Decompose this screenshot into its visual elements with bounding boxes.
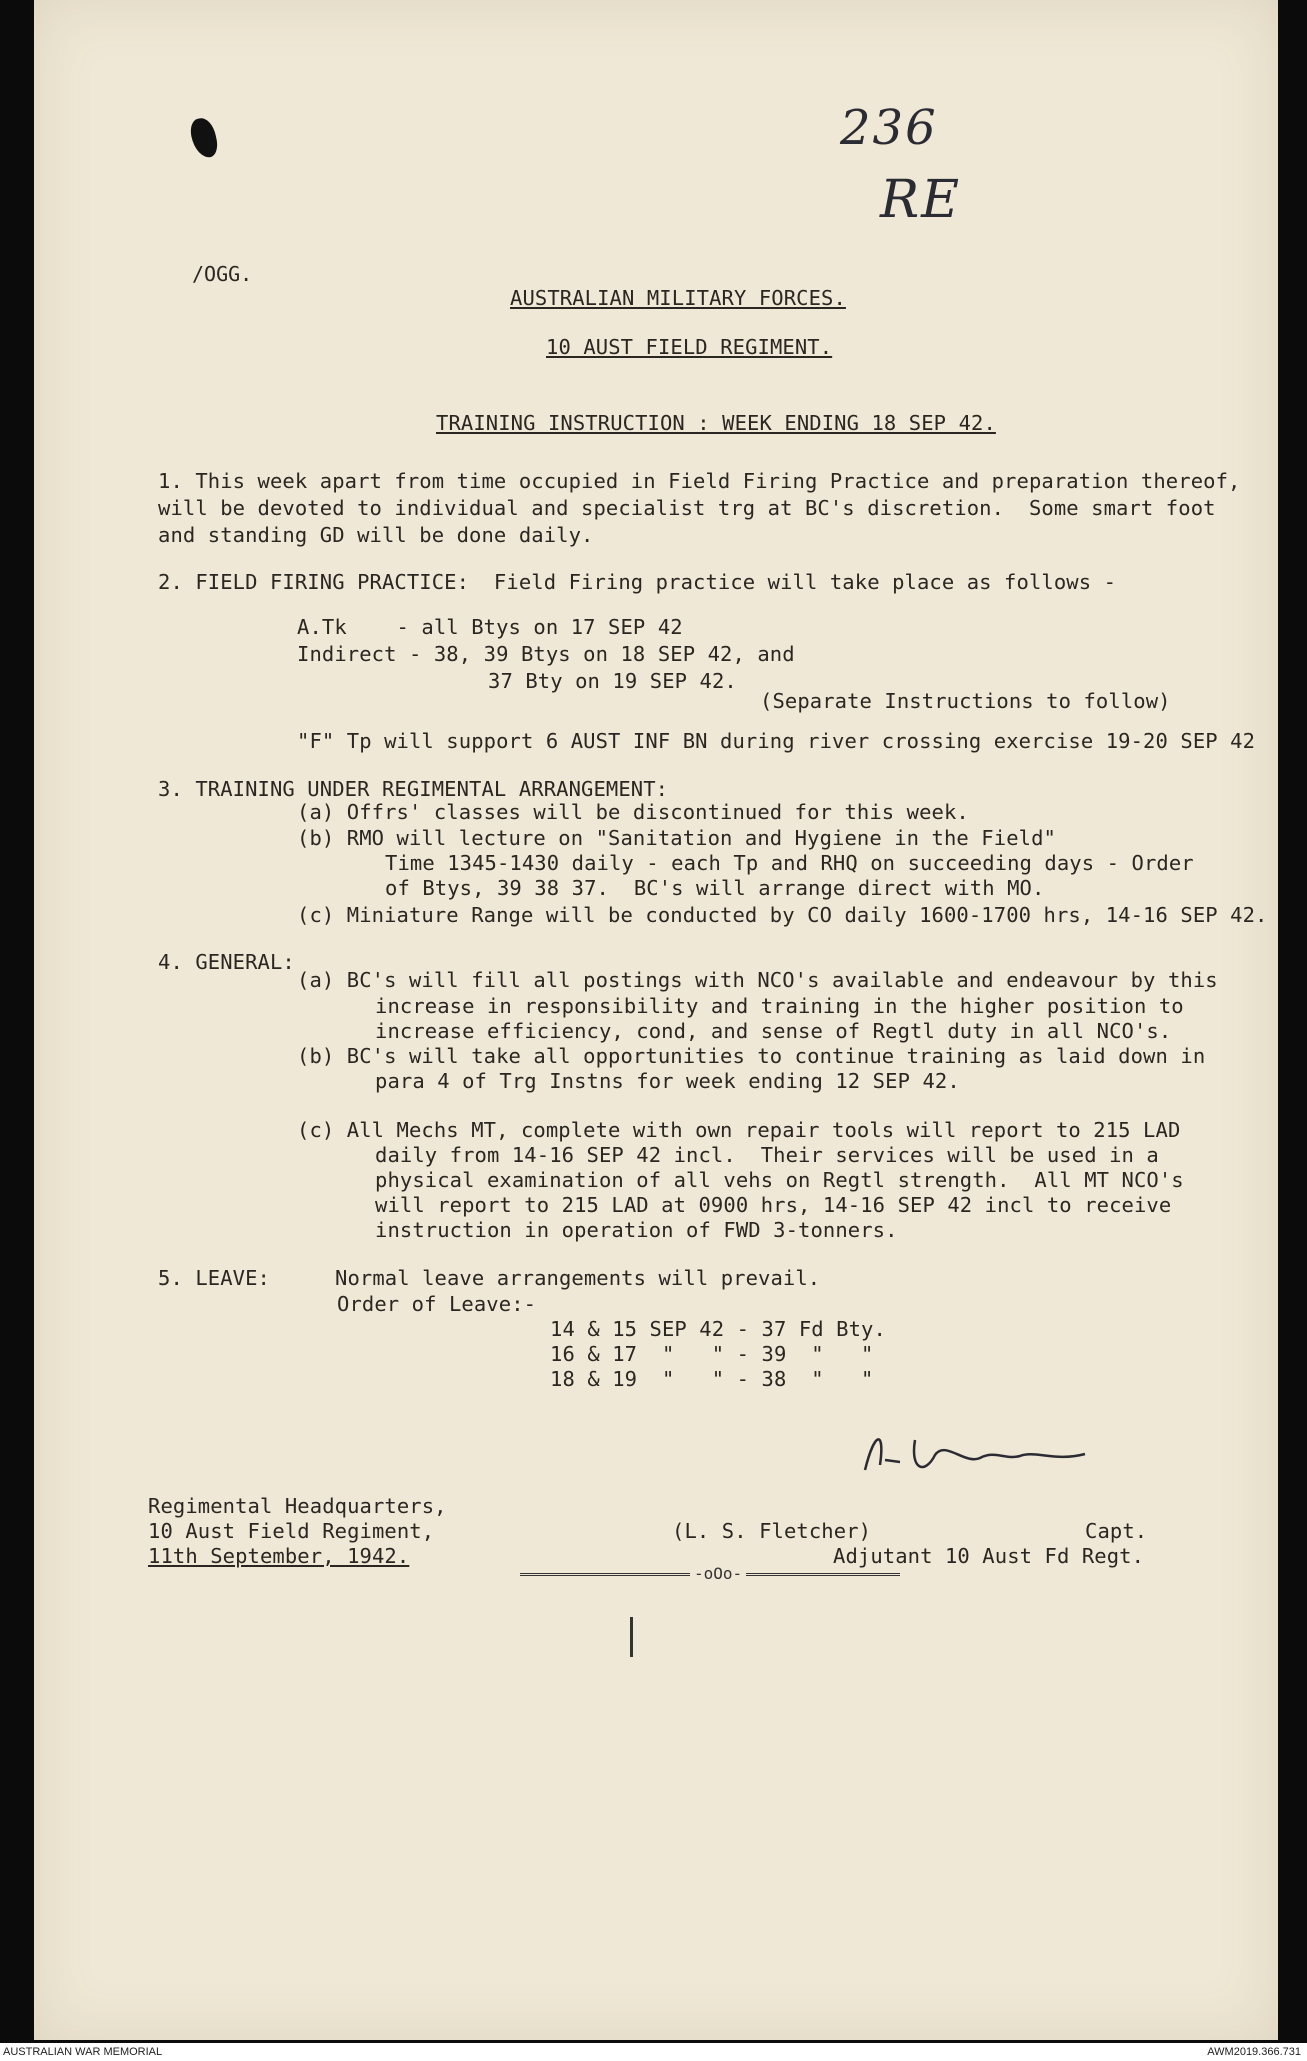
para4-c4: will report to 215 LAD at 0900 hrs, 14-16 SEP 42 incl to receive bbox=[375, 1193, 1172, 1217]
footer-accession: AWM2019.366.731 bbox=[1207, 2046, 1301, 2058]
handwritten-initials: RE bbox=[880, 170, 962, 230]
file-reference: /OGG. bbox=[192, 262, 253, 286]
para2-ftp: "F" Tp will support 6 AUST INF BN during river crossing exercise 19-20 SEP 42 bbox=[297, 729, 1256, 753]
para3-a: (a) Offrs' classes will be discontinued for this week. bbox=[297, 800, 969, 824]
handwritten-number: 236 bbox=[840, 100, 938, 156]
archive-footer bbox=[0, 2043, 1307, 2061]
para3-c: (c) Miniature Range will be conducted by CO daily 1600-1700 hrs, 14-16 SEP 42. bbox=[297, 903, 1268, 927]
para1-line2: will be devoted to individual and specialist trg at BC's discretion. Some smart foot bbox=[158, 496, 1216, 520]
signatory-rank: Capt. bbox=[1085, 1519, 1148, 1543]
document-title: TRAINING INSTRUCTION : WEEK ENDING 18 SEP 42. bbox=[436, 411, 996, 435]
para4-a3: increase efficiency, cond, and sense of Regtl duty in all NCO's. bbox=[375, 1019, 1172, 1043]
para4-heading: 4. GENERAL: bbox=[158, 950, 295, 974]
hq-line-1: Regimental Headquarters, bbox=[148, 1494, 447, 1518]
para2-heading: 2. FIELD FIRING PRACTICE: Field Firing practice will take place as follows - bbox=[158, 570, 1117, 594]
signatory-name: (L. S. Fletcher) bbox=[672, 1519, 872, 1543]
leave-row-3: 18 & 19 " " - 38 " " bbox=[550, 1367, 874, 1391]
para3-b1: (b) RMO will lecture on "Sanitation and Hygiene in the Field" bbox=[297, 826, 1056, 850]
para2-indirect2: 37 Bty on 19 SEP 42. bbox=[488, 669, 737, 693]
para1-line3: and standing GD will be done daily. bbox=[158, 523, 594, 547]
footer-institution: AUSTRALIAN WAR MEMORIAL bbox=[3, 2046, 163, 2058]
hq-line-2: 10 Aust Field Regiment, bbox=[148, 1519, 435, 1543]
para4-c3: physical examination of all vehs on Regtl strength. All MT NCO's bbox=[375, 1168, 1184, 1192]
signatory-role: Adjutant 10 Aust Fd Regt. bbox=[833, 1544, 1145, 1568]
para4-a1: (a) BC's will fill all postings with NCO's available and endeavour by this bbox=[297, 968, 1218, 992]
para3-b3: of Btys, 39 38 37. BC's will arrange direct with MO. bbox=[385, 876, 1045, 900]
handwritten-signature bbox=[855, 1420, 1105, 1490]
para5-order: Order of Leave:- bbox=[337, 1292, 537, 1316]
ink-blot bbox=[188, 116, 220, 160]
para3-b2: Time 1345-1430 daily - each Tp and RHQ on succeeding days - Order bbox=[385, 851, 1194, 875]
para5-heading: 5. LEAVE: bbox=[158, 1266, 270, 1290]
org-heading: AUSTRALIAN MILITARY FORCES. bbox=[510, 286, 846, 310]
signature-date: 11th September, 1942. bbox=[148, 1544, 410, 1568]
para2-at: A.Tk - all Btys on 17 SEP 42 bbox=[297, 615, 683, 639]
para5-text: Normal leave arrangements will prevail. bbox=[335, 1266, 821, 1290]
para4-b2: para 4 of Trg Instns for week ending 12 SEP 42. bbox=[375, 1069, 960, 1093]
para2-separate: (Separate Instructions to follow) bbox=[760, 689, 1171, 713]
para4-c1: (c) All Mechs MT, complete with own repair tools will report to 215 LAD bbox=[297, 1118, 1181, 1142]
leave-row-1: 14 & 15 SEP 42 - 37 Fd Bty. bbox=[550, 1317, 886, 1341]
para4-c2: daily from 14-16 SEP 42 incl. Their services will be used in a bbox=[375, 1143, 1159, 1167]
leave-row-2: 16 & 17 " " - 39 " " bbox=[550, 1342, 874, 1366]
ink-mark bbox=[630, 1617, 633, 1657]
para4-a2: increase in responsibility and training in the higher position to bbox=[375, 994, 1184, 1018]
para1-line1: 1. This week apart from time occupied in Field Firing Practice and preparation thereof, bbox=[158, 469, 1241, 493]
end-divider: -oOo- bbox=[520, 1573, 900, 1576]
para4-c5: instruction in operation of FWD 3-tonners. bbox=[375, 1218, 898, 1242]
para2-indirect1: Indirect - 38, 39 Btys on 18 SEP 42, and bbox=[297, 642, 795, 666]
para4-b1: (b) BC's will take all opportunities to continue training as laid down in bbox=[297, 1044, 1206, 1068]
unit-heading: 10 AUST FIELD REGIMENT. bbox=[546, 335, 833, 359]
para3-heading: 3. TRAINING UNDER REGIMENTAL ARRANGEMENT: bbox=[158, 777, 669, 801]
